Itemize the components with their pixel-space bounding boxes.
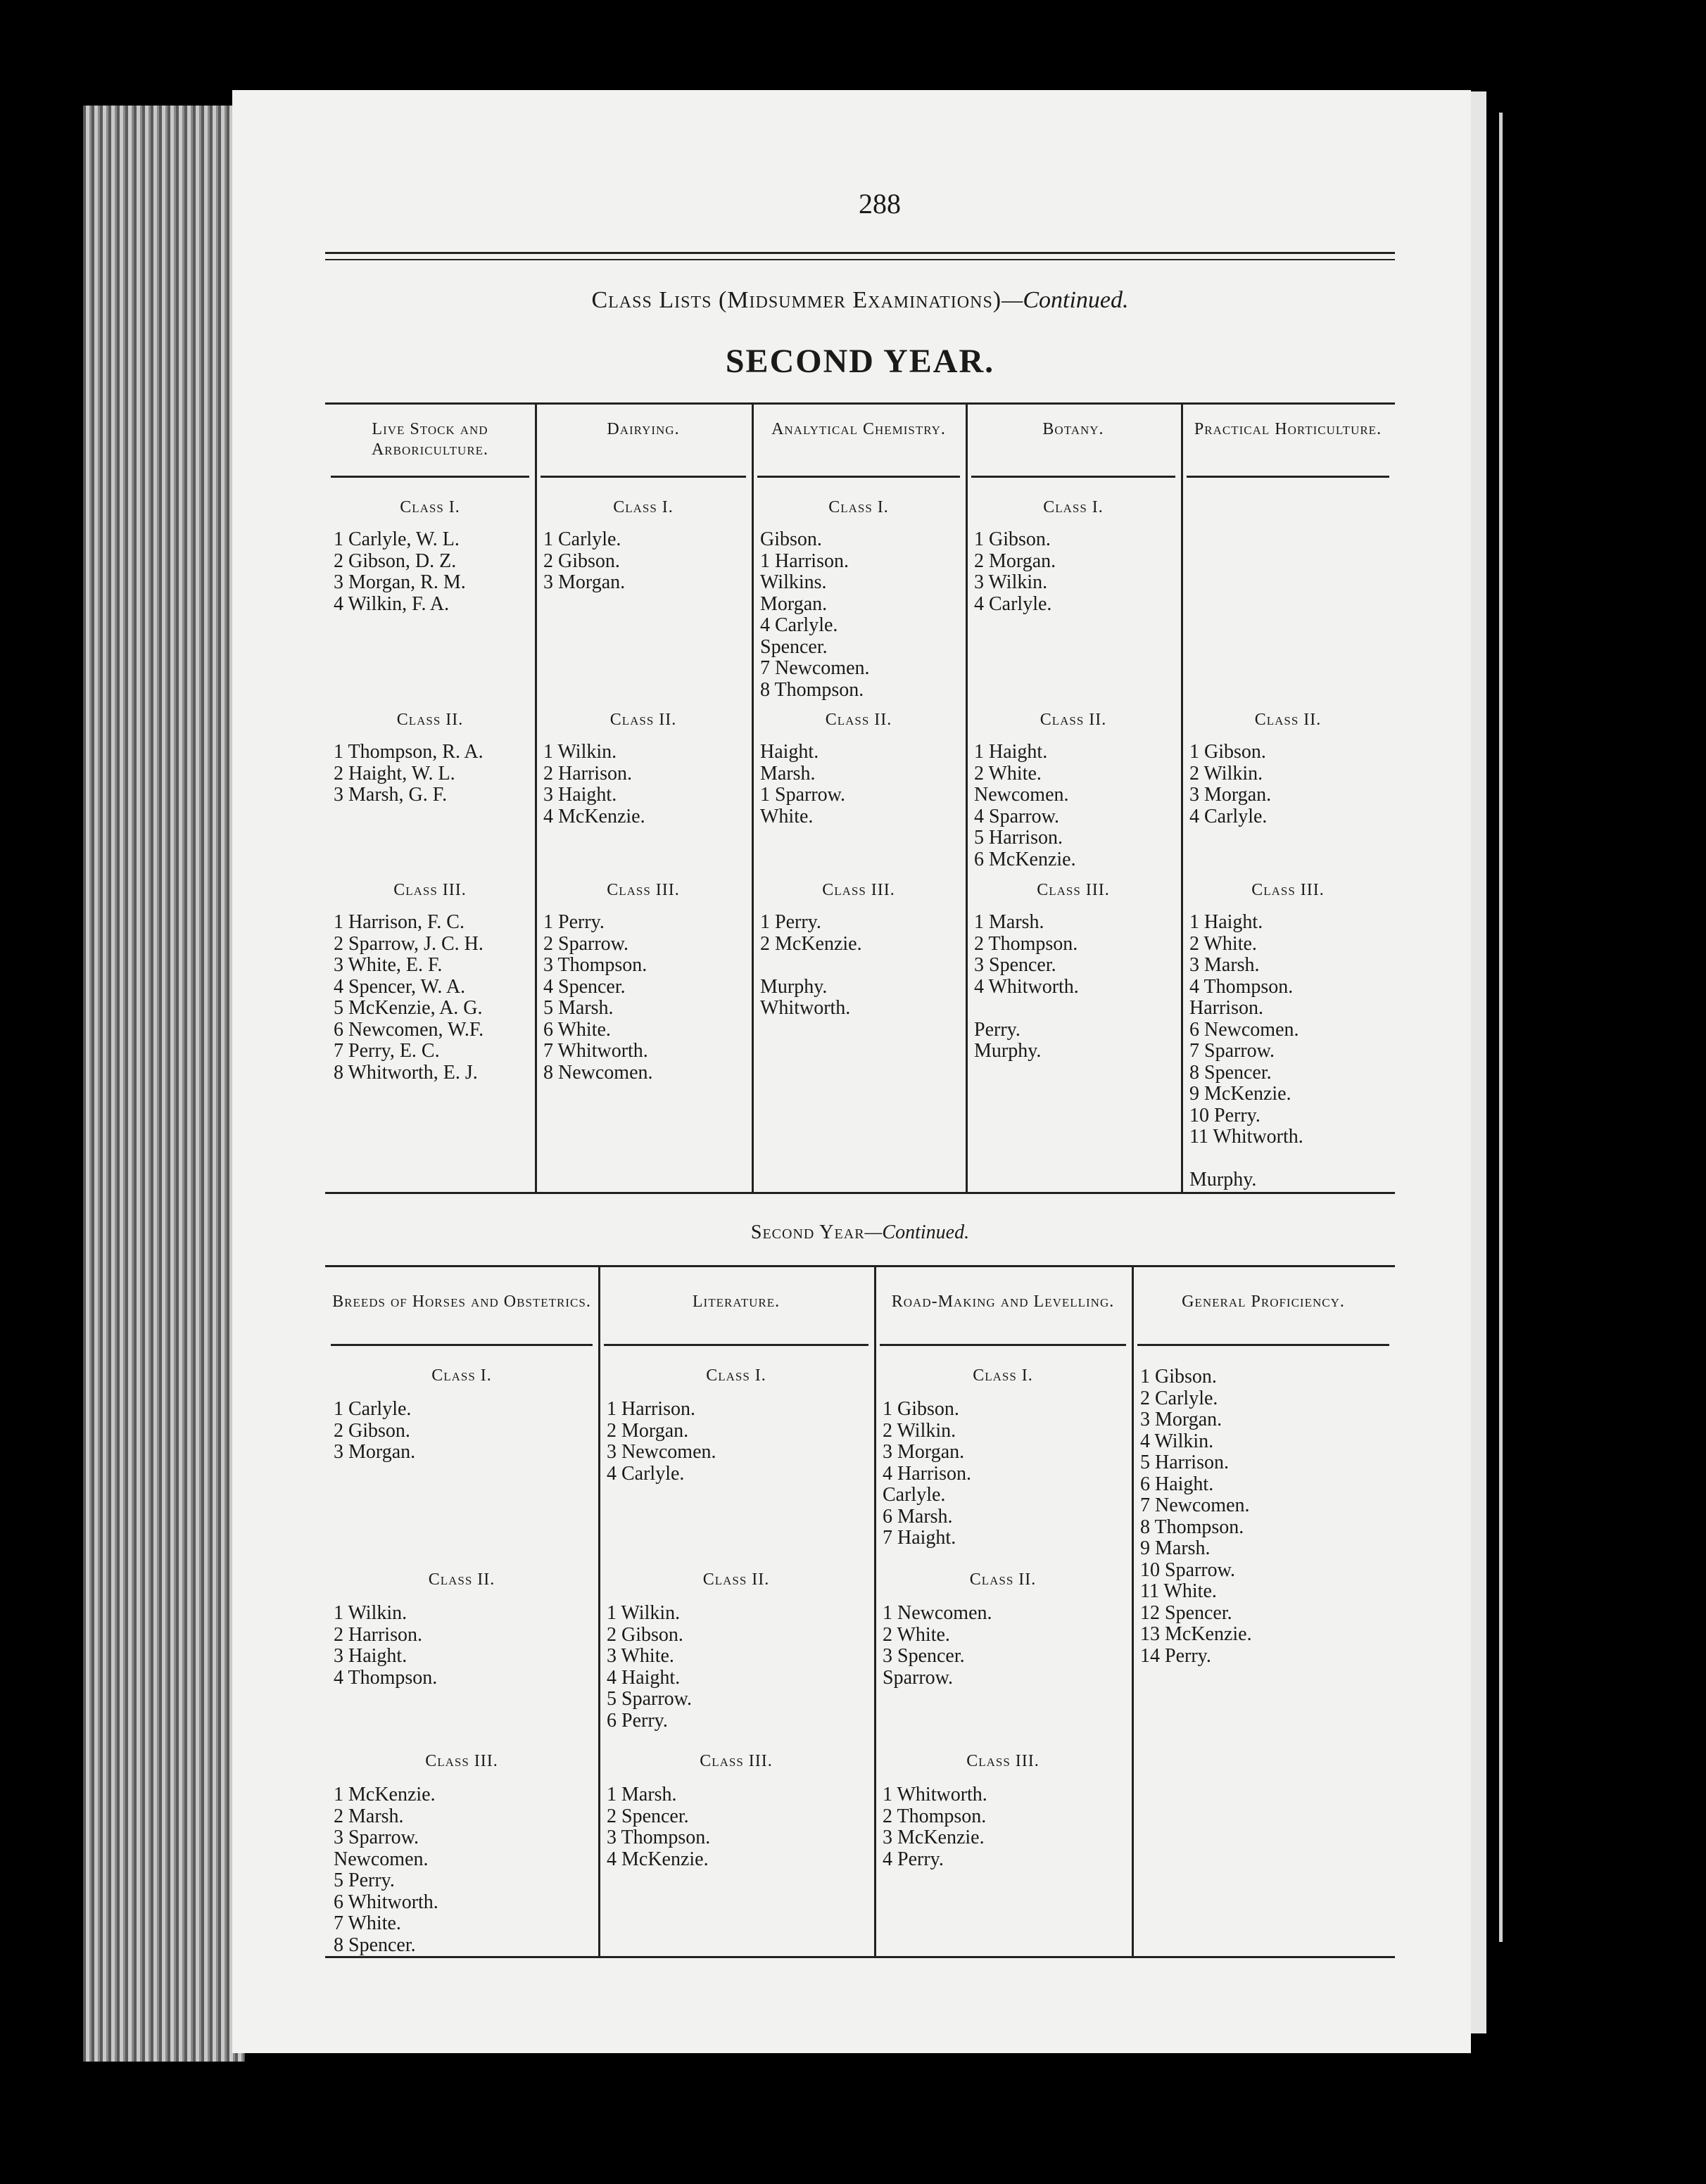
class-entry: 2 Harrison. xyxy=(334,1623,422,1646)
class-entry: 1 Whitworth. xyxy=(883,1784,987,1805)
class-entry: 6 White. xyxy=(543,1018,611,1041)
class-entry: 1 Sparrow. xyxy=(760,784,846,806)
class-entry: 3 Spencer. xyxy=(974,954,1056,976)
class-entry: 3 Morgan. xyxy=(1189,784,1272,806)
class-entry: Sparrow. xyxy=(883,1666,954,1689)
class-entry: 14 Perry. xyxy=(1140,1644,1211,1667)
class-entry: 2 Thompson. xyxy=(974,932,1078,955)
class-entry-list xyxy=(334,1784,438,1956)
class-entry: 3 Morgan. xyxy=(334,1441,416,1463)
class-entry: 2 Morgan. xyxy=(607,1419,689,1442)
class-entry: 9 McKenzie. xyxy=(1189,1083,1291,1105)
class-entry: 4 Perry. xyxy=(883,1848,944,1870)
table-top-rule xyxy=(325,1265,1395,1267)
class-entry: Morgan. xyxy=(760,592,828,615)
class-entry: 4 Harrison. xyxy=(883,1462,971,1485)
class-entry: 3 McKenzie. xyxy=(883,1827,985,1848)
class-entry-list xyxy=(1140,1366,1252,1667)
class-entry: 4 Carlyle. xyxy=(974,592,1052,615)
class-entry-list xyxy=(974,912,1079,1062)
class-entry: 3 Marsh. xyxy=(1189,954,1260,976)
column-heading: Road-Making and Levelling. xyxy=(891,1293,1115,1311)
class-label: Class II. xyxy=(1254,711,1322,729)
class-entry: 4 Carlyle. xyxy=(1189,805,1268,827)
class-entry: 5 McKenzie, A. G. xyxy=(334,997,483,1019)
column-heading-rule xyxy=(880,1344,1126,1346)
class-entry: 1 Gibson. xyxy=(883,1398,959,1420)
class-entry xyxy=(974,998,1079,1020)
column-heading: General Proficiency. xyxy=(1182,1293,1345,1311)
column-divider xyxy=(535,402,537,1192)
class-entry: 5 Perry. xyxy=(334,1869,395,1891)
class-entry: 4 McKenzie. xyxy=(607,1848,709,1870)
class-entry: 4 Thompson. xyxy=(1189,975,1294,998)
class-entry: 1 Harrison. xyxy=(607,1398,695,1420)
class-entry: 7 Newcomen. xyxy=(1140,1494,1250,1516)
class-entry-list xyxy=(974,742,1076,870)
class-entry: Murphy. xyxy=(1189,1169,1257,1191)
class-entry: 1 Wilkin. xyxy=(334,1602,407,1624)
class-entry: Carlyle. xyxy=(883,1484,946,1506)
class-label: Class I. xyxy=(1043,498,1104,516)
class-entry-list xyxy=(543,742,645,827)
title-text: Class Lists (Midsummer Examinations) xyxy=(591,287,1002,313)
class-entry-list xyxy=(543,529,625,594)
page-number: 288 xyxy=(859,188,901,220)
column-heading-rule xyxy=(541,476,746,478)
class-entry: 7 Whitworth. xyxy=(543,1040,648,1062)
column-heading-rule xyxy=(971,476,1175,478)
column-divider xyxy=(1181,402,1183,1192)
class-entry: 2 Gibson. xyxy=(543,550,620,572)
class-entry: 4 Wilkin. xyxy=(1140,1430,1214,1452)
class-label: Class III. xyxy=(1037,881,1110,899)
class-entry-list xyxy=(760,912,862,1020)
class-entry: 3 Spencer. xyxy=(883,1645,965,1667)
class-entry: 1 Perry. xyxy=(760,911,821,933)
class-entry: 5 Harrison. xyxy=(974,827,1063,849)
class-entry-list xyxy=(974,529,1056,615)
class-entry: 4 Carlyle. xyxy=(607,1462,685,1485)
class-entry-list xyxy=(334,1399,415,1464)
class-entry: 2 Wilkin. xyxy=(883,1419,956,1442)
class-entry: 4 Sparrow. xyxy=(974,805,1060,827)
class-entry: 3 Wilkin. xyxy=(974,571,1048,593)
class-entry: 2 Gibson, D. Z. xyxy=(334,550,457,572)
class-entry-list xyxy=(607,1399,716,1485)
class-label: Class II. xyxy=(428,1570,495,1589)
class-entry: 2 Thompson. xyxy=(883,1805,987,1827)
class-label: Class I. xyxy=(400,498,460,516)
class-entry: 12 Spencer. xyxy=(1140,1601,1232,1624)
class-entry-list xyxy=(1189,912,1303,1191)
class-label: Class II. xyxy=(825,711,892,729)
class-entry: 1 Wilkin. xyxy=(543,741,617,763)
class-label: Class III. xyxy=(1251,881,1325,899)
column-heading-rule xyxy=(1137,1344,1389,1346)
class-label: Class III. xyxy=(822,881,895,899)
class-entry: 6 Newcomen, W.F. xyxy=(334,1018,484,1041)
column-divider xyxy=(1132,1265,1134,1956)
class-entry: Whitworth. xyxy=(760,997,851,1019)
class-entry: 2 Harrison. xyxy=(543,762,632,785)
class-entry: 2 McKenzie. xyxy=(760,932,862,955)
class-entry: 2 Gibson. xyxy=(334,1419,410,1442)
class-entry: 9 Marsh. xyxy=(1140,1537,1211,1559)
class-entry: 8 Spencer. xyxy=(1189,1061,1272,1084)
class-label: Class III. xyxy=(393,881,467,899)
class-entry: Newcomen. xyxy=(334,1848,429,1870)
class-entry: 1 Haight. xyxy=(974,741,1048,763)
class-entry: 4 Wilkin, F. A. xyxy=(334,592,450,615)
table-bottom-rule xyxy=(325,1192,1395,1194)
class-entry-list xyxy=(334,1603,437,1689)
class-entry: 2 Sparrow. xyxy=(543,932,629,955)
class-label: Class II. xyxy=(1040,711,1107,729)
class-entry: Marsh. xyxy=(760,762,816,785)
class-entry: 1 Harrison. xyxy=(760,550,849,572)
class-entry: 3 Morgan. xyxy=(883,1441,965,1463)
column-divider xyxy=(598,1265,600,1956)
class-entry: 10 Perry. xyxy=(1189,1104,1260,1126)
class-entry: 3 Marsh, G. F. xyxy=(334,784,448,806)
class-entry: 6 Marsh. xyxy=(883,1505,953,1528)
class-entry: 5 Sparrow. xyxy=(607,1688,693,1710)
class-label: Class I. xyxy=(973,1366,1033,1385)
class-entry: 6 Perry. xyxy=(607,1709,668,1732)
class-entry: 1 Carlyle, W. L. xyxy=(334,528,460,550)
column-heading: Botany. xyxy=(1042,420,1104,438)
class-entry: 8 Newcomen. xyxy=(543,1061,653,1084)
class-entry: 1 Thompson, R. A. xyxy=(334,741,484,763)
class-lists-title xyxy=(325,287,1395,314)
column-heading-rule xyxy=(331,1344,593,1346)
header-rule-bottom xyxy=(325,259,1395,260)
class-entry: 8 Thompson. xyxy=(760,678,864,701)
class-entry: 5 Harrison. xyxy=(1140,1452,1229,1473)
class-entry: 1 Gibson. xyxy=(1189,741,1266,763)
class-entry: Murphy. xyxy=(760,975,828,998)
class-entry: 6 Newcomen. xyxy=(1189,1018,1299,1041)
class-entry: 7 Newcomen. xyxy=(760,657,870,679)
class-entry: 7 Haight. xyxy=(883,1527,956,1549)
class-entry: 1 Carlyle. xyxy=(334,1398,412,1420)
class-entry: 1 Gibson. xyxy=(974,528,1051,550)
class-entry: 1 Marsh. xyxy=(607,1784,677,1805)
class-entry xyxy=(1189,1148,1303,1170)
class-entry: 1 Haight. xyxy=(1189,911,1263,933)
class-label: Class II. xyxy=(702,1570,770,1589)
class-label: Class III. xyxy=(425,1752,498,1770)
class-entry: 2 White. xyxy=(883,1623,950,1646)
class-entry-list xyxy=(607,1603,692,1732)
class-entry: 6 Whitworth. xyxy=(334,1891,438,1913)
second-year-heading: SECOND YEAR. xyxy=(725,343,995,380)
class-entry-list xyxy=(760,529,870,701)
subheading-text: Second Year xyxy=(750,1221,865,1243)
class-entry: 3 Newcomen. xyxy=(607,1441,716,1463)
class-entry: 3 Morgan. xyxy=(1140,1409,1222,1430)
header-rule-top xyxy=(325,252,1395,254)
class-entry: 3 Thompson. xyxy=(543,954,647,976)
class-entry: Spencer. xyxy=(760,635,828,658)
table-top-rule xyxy=(325,402,1395,405)
class-entry: 11 Whitworth. xyxy=(1189,1126,1303,1148)
column-heading-rule xyxy=(1187,476,1389,478)
column-heading-rule xyxy=(604,1344,868,1346)
class-entry: 2 Haight, W. L. xyxy=(334,762,455,785)
class-entry-list xyxy=(883,1784,987,1870)
class-entry: 6 Haight. xyxy=(1140,1473,1214,1495)
class-entry: 4 Thompson. xyxy=(334,1666,438,1689)
column-heading-rule xyxy=(331,476,529,478)
class-entry: 7 Sparrow. xyxy=(1189,1040,1275,1062)
table-bottom-rule xyxy=(325,1956,1395,1958)
class-entry-list xyxy=(334,742,484,806)
class-entry xyxy=(760,955,862,977)
class-entry: 4 Haight. xyxy=(607,1666,681,1689)
class-entry: 1 Perry. xyxy=(543,911,605,933)
class-entry: Harrison. xyxy=(1189,997,1263,1019)
class-entry: 3 White. xyxy=(607,1645,674,1667)
class-entry: 3 White, E. F. xyxy=(334,954,443,976)
class-entry: 3 Morgan. xyxy=(543,571,626,593)
class-entry: 8 Spencer. xyxy=(334,1934,416,1956)
class-entry: 1 Carlyle. xyxy=(543,528,621,550)
class-entry: 8 Whitworth, E. J. xyxy=(334,1061,478,1084)
class-entry: 6 McKenzie. xyxy=(974,848,1076,870)
class-entry: 2 Marsh. xyxy=(334,1805,404,1827)
class-label: Class I. xyxy=(431,1366,492,1385)
class-label: Class II. xyxy=(396,711,464,729)
class-entry: Wilkins. xyxy=(760,571,827,593)
class-entry-list xyxy=(607,1784,710,1870)
column-heading-rule xyxy=(757,476,960,478)
class-entry: Perry. xyxy=(974,1018,1021,1041)
column-heading: Literature. xyxy=(692,1293,781,1311)
class-entry-list xyxy=(883,1603,992,1689)
title-suffix: —Continued. xyxy=(1002,287,1129,313)
class-entry: 13 McKenzie. xyxy=(1140,1623,1252,1645)
class-entry: 2 Wilkin. xyxy=(1189,762,1263,785)
class-label: Class III. xyxy=(700,1752,773,1770)
class-entry: 2 Sparrow, J. C. H. xyxy=(334,932,484,955)
class-entry: 2 White. xyxy=(974,762,1042,785)
class-entry: 1 Harrison, F. C. xyxy=(334,911,465,933)
class-entry: 8 Thompson. xyxy=(1140,1516,1244,1538)
subheading-suffix: —Continued. xyxy=(864,1221,970,1243)
class-entry: 1 Gibson. xyxy=(1140,1366,1217,1388)
column-divider xyxy=(752,402,754,1192)
column-heading: Analytical Chemistry. xyxy=(771,420,946,438)
class-entry: 1 Marsh. xyxy=(974,911,1044,933)
class-label: Class II. xyxy=(969,1570,1037,1589)
class-entry: 3 Haight. xyxy=(543,784,617,806)
class-entry: 4 Spencer. xyxy=(543,975,626,998)
page-edge-line xyxy=(1499,113,1503,1942)
class-label: Class II. xyxy=(609,711,677,729)
class-entry: 2 White. xyxy=(1189,932,1257,955)
class-entry-list xyxy=(334,912,484,1084)
class-entry: 4 Carlyle. xyxy=(760,614,838,636)
column-heading: Breeds of Horses and Obstetrics. xyxy=(332,1293,591,1311)
class-entry: 3 Morgan, R. M. xyxy=(334,571,466,593)
class-label: Class I. xyxy=(613,498,674,516)
class-entry-list xyxy=(883,1399,971,1549)
class-entry: 7 Perry, E. C. xyxy=(334,1040,440,1062)
second-year-continued-heading xyxy=(325,1221,1395,1244)
column-divider xyxy=(874,1265,876,1956)
class-label: Class III. xyxy=(966,1752,1040,1770)
class-entry: Murphy. xyxy=(974,1040,1042,1062)
class-label: Class I. xyxy=(828,498,889,516)
class-entry: 3 Thompson. xyxy=(607,1827,711,1848)
column-divider xyxy=(966,402,968,1192)
class-entry: 5 Marsh. xyxy=(543,997,614,1019)
class-entry: 3 Haight. xyxy=(334,1645,407,1667)
page-edge-right xyxy=(1471,91,1486,2033)
column-heading: Live Stock and Arboriculture. xyxy=(371,420,489,459)
class-entry: 4 Spencer, W. A. xyxy=(334,975,466,998)
class-entry: 3 Sparrow. xyxy=(334,1827,419,1848)
class-entry: 1 Wilkin. xyxy=(607,1602,681,1624)
class-entry: 10 Sparrow. xyxy=(1140,1558,1236,1581)
class-entry: Gibson. xyxy=(760,528,822,550)
class-entry: 11 White. xyxy=(1140,1580,1217,1602)
class-entry: 7 White. xyxy=(334,1912,401,1934)
class-entry: 1 Newcomen. xyxy=(883,1602,992,1624)
class-entry-list xyxy=(334,529,466,615)
class-entry: 4 McKenzie. xyxy=(543,805,645,827)
class-entry-list xyxy=(543,912,653,1084)
class-entry: Newcomen. xyxy=(974,784,1069,806)
column-heading: Dairying. xyxy=(607,420,680,438)
class-entry: 2 Spencer. xyxy=(607,1805,689,1827)
class-entry-list xyxy=(1189,742,1271,827)
class-entry: White. xyxy=(760,805,814,827)
class-entry: Haight. xyxy=(760,741,819,763)
class-entry: 4 Whitworth. xyxy=(974,975,1079,998)
class-entry: 1 McKenzie. xyxy=(334,1784,436,1805)
class-entry: 2 Gibson. xyxy=(607,1623,683,1646)
class-label: Class I. xyxy=(706,1366,766,1385)
page-stack-edge xyxy=(83,106,245,2062)
class-label: Class III. xyxy=(607,881,680,899)
class-entry: 2 Carlyle. xyxy=(1140,1387,1218,1409)
class-entry-list xyxy=(760,742,845,827)
class-entry: 2 Morgan. xyxy=(974,550,1056,572)
column-heading: Practical Horticulture. xyxy=(1194,420,1382,438)
